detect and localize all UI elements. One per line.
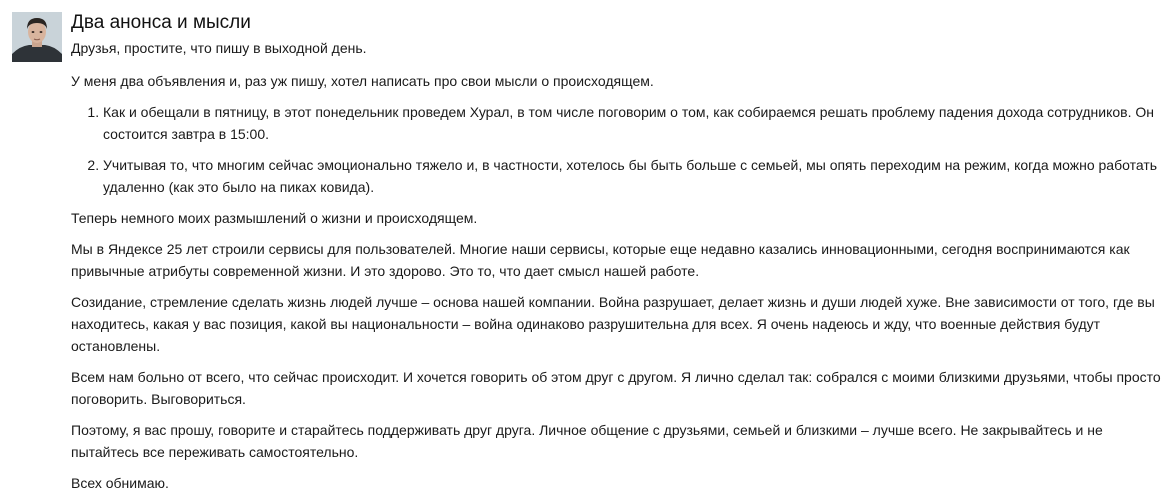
post-body (71, 70, 1161, 503)
intro-paragraph: У меня два объявления и, раз уж пишу, хотел написать про свои мысли о происходящем. (71, 73, 654, 89)
body-paragraph: Всем нам больно от всего, что сейчас происходит. И хочется говорить об этом друг с другом. Я лично сделал так: собрался с моими близкими друзьями, чтобы просто поговорить. Выговориться. (71, 369, 1161, 407)
body-paragraph: Поэтому, я вас прошу, говорите и старайтесь поддерживать друг друга. Личное общение с друзьями, семьей и близкими – лучше всего. Не закрывайтесь и не пытайтесь все переживать самостоятельно. (71, 422, 1103, 460)
author-avatar[interactable] (12, 12, 62, 62)
post-title: Два анонса и мысли (71, 12, 251, 33)
post-subtitle: Друзья, простите, что пишу в выходной день. (71, 40, 367, 56)
announcement-list (71, 101, 1161, 198)
body-paragraph: Мы в Яндексе 25 лет строили сервисы для пользователей. Многие наши сервисы, которые еще недавно казались инновационными, сегодня воспринимаются как привычные атрибуты современной жизни. И это здорово. Это то, что дает смысл нашей работе. (71, 241, 1130, 279)
avatar-portrait-icon (12, 12, 62, 62)
body-paragraph: Теперь немного моих размышлений о жизни и происходящем. (71, 210, 478, 226)
announcement-item: 2. Учитывая то, что многим сейчас эмоционально тяжело и, в частности, хотелось бы быть больше с семьей, мы опять переходим на режим, когда можно работать удаленно (как это было на пиках ковида). (103, 154, 1161, 198)
body-paragraph: Созидание, стремление сделать жизнь людей лучше – основа нашей компании. Война разрушает, делает жизнь и души людей хуже. Вне зависимости от того, где вы находитесь, какая у вас позиция, какой вы национальности – война одинаково разрушительна для всех. Я очень надеюсь и жду, что военные действия будут остановлены. (71, 294, 1155, 354)
closing-line: Всех обнимаю. (71, 475, 169, 491)
announcement-item: 1. Как и обещали в пятницу, в этот понедельник проведем Хурал, в том числе поговорим о том, как собираемся решать проблему падения дохода сотрудников. Он состоится завтра в 15:00. (103, 101, 1161, 145)
